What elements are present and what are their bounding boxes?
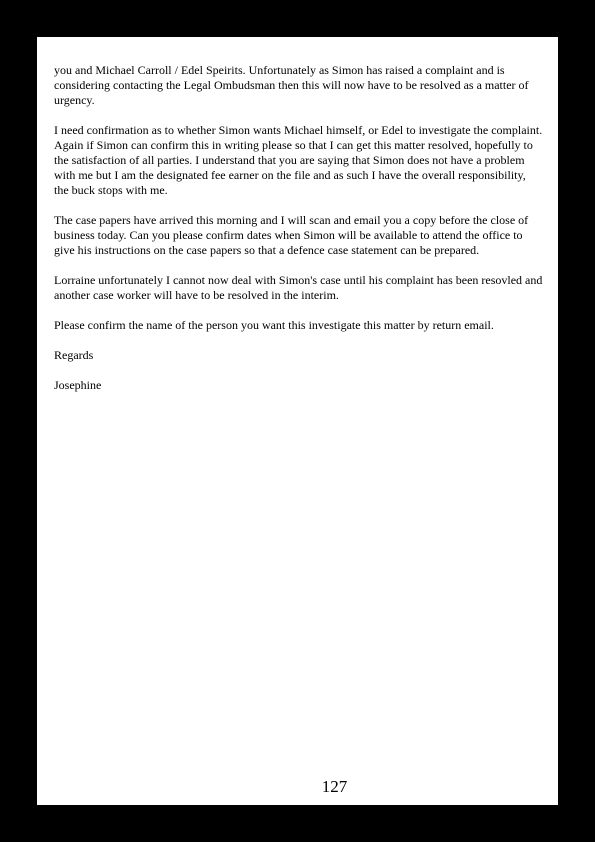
paragraph-complaint-intro: you and Michael Carroll / Edel Speirits. Unfortunately as Simon has raised a complaint and is considering contacting the Legal Ombudsman then this will now have to be resolved as a matter of urgency.	[54, 63, 529, 107]
closing-regards: Regards	[54, 348, 94, 362]
paragraph-case-papers: The case papers have arrived this morning and I will scan and email you a copy before the close of business today. Can you please confirm dates when Simon will be available to attend the office to give his instructions on the case papers so that a defence case statement can be prepared.	[54, 213, 529, 257]
letter-body	[54, 63, 543, 408]
document-page	[37, 37, 558, 805]
paragraph-case-worker: Lorraine unfortunately I cannot now deal with Simon's case until his complaint has been resovled and another case worker will have to be resolved in the interim.	[54, 273, 543, 302]
signature-name: Josephine	[54, 378, 102, 392]
paragraph-confirm-name: Please confirm the name of the person you want this investigate this matter by return email.	[54, 318, 494, 332]
page-number: 127	[321, 777, 348, 796]
paragraph-confirmation-request: I need confirmation as to whether Simon wants Michael himself, or Edel to investigate the complaint. Again if Simon can confirm this in writing please so that I can get this matter resolved, hopefully to the satisfaction of all parties. I understand that you are saying that Simon does not have a problem with me but I am the designated fee earner on the file and as such I have the overall responsibility, the buck stops with me.	[54, 123, 543, 197]
